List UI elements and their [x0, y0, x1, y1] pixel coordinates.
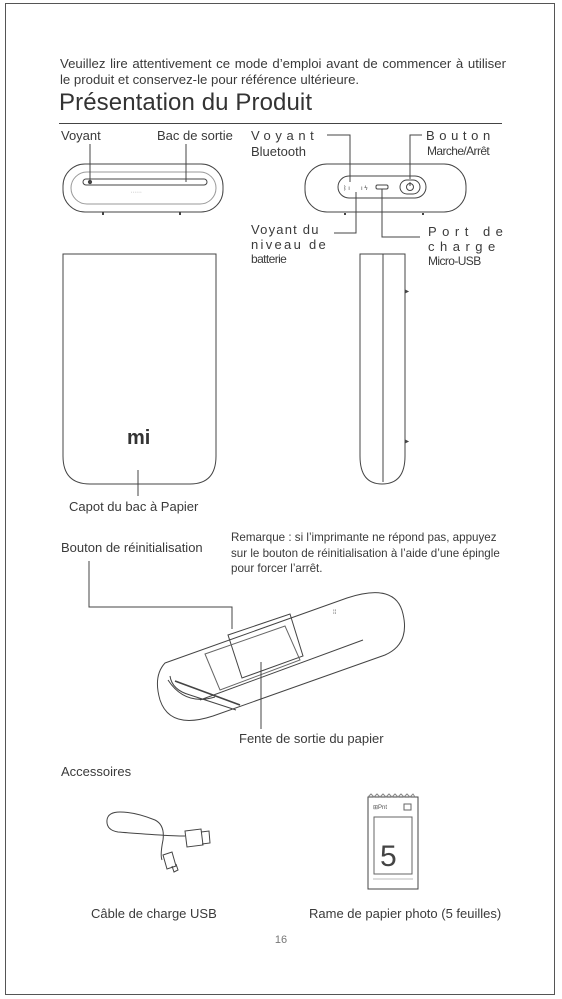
page-title: Présentation du Produit [59, 89, 313, 116]
printer-side-view [360, 254, 408, 484]
label-fente-sortie: Fente de sortie du papier [239, 731, 384, 746]
label-port-1: Port de [428, 224, 509, 239]
remark-text: Remarque : si l’imprimante ne répond pas, appuyez sur le bouton de réinitialisation à l’aide d’une épingle pour forcer l’arrêt. [231, 531, 500, 575]
label-port-3: Micro-USB [428, 254, 481, 268]
pack-brand-mark: ⊞Pnt [373, 805, 388, 811]
battery-icon: ı ϟ [361, 186, 368, 192]
label-voyant-bluetooth-1: Voyant [251, 128, 319, 143]
label-capot: Capot du bac à Papier [69, 499, 199, 514]
usb-cable-icon [107, 812, 210, 872]
svg-text:⁞⁞: ⁞⁞ [333, 610, 337, 616]
intro-text: Veuillez lire attentivement ce mode d’emploi avant de commencer à utiliser le produit et conservez-le pour référence ultérieure. [60, 56, 506, 87]
label-niveau-3: batterie [251, 252, 287, 266]
label-bouton-1: Bouton [426, 128, 495, 143]
mi-logo-icon: mi [127, 427, 151, 449]
label-bac-de-sortie: Bac de sortie [157, 128, 233, 143]
label-rame-papier: Rame de papier photo (5 feuilles) [309, 906, 502, 921]
accessories-heading: Accessoires [61, 764, 132, 779]
printer-back-view [305, 164, 466, 215]
page-number: 16 [274, 934, 288, 946]
label-bouton-2: Marche/Arrêt [427, 144, 490, 158]
printer-front-view [63, 164, 223, 215]
label-reinitialisation: Bouton de réinitialisation [61, 540, 203, 555]
label-voyant: Voyant [61, 128, 101, 143]
printer-top-view [63, 254, 216, 484]
pack-number: 5 [380, 840, 397, 873]
bluetooth-icon: ᛒ ı [343, 186, 350, 192]
label-voyant-bluetooth-2: Bluetooth [251, 144, 306, 159]
label-niveau-2: niveau de [251, 237, 329, 252]
label-cable-usb: Câble de charge USB [91, 906, 217, 921]
label-niveau-1: Voyant du [251, 222, 320, 237]
svg-text:• • • • • •: • • • • • • [131, 190, 142, 194]
label-port-2: charge [428, 239, 501, 254]
